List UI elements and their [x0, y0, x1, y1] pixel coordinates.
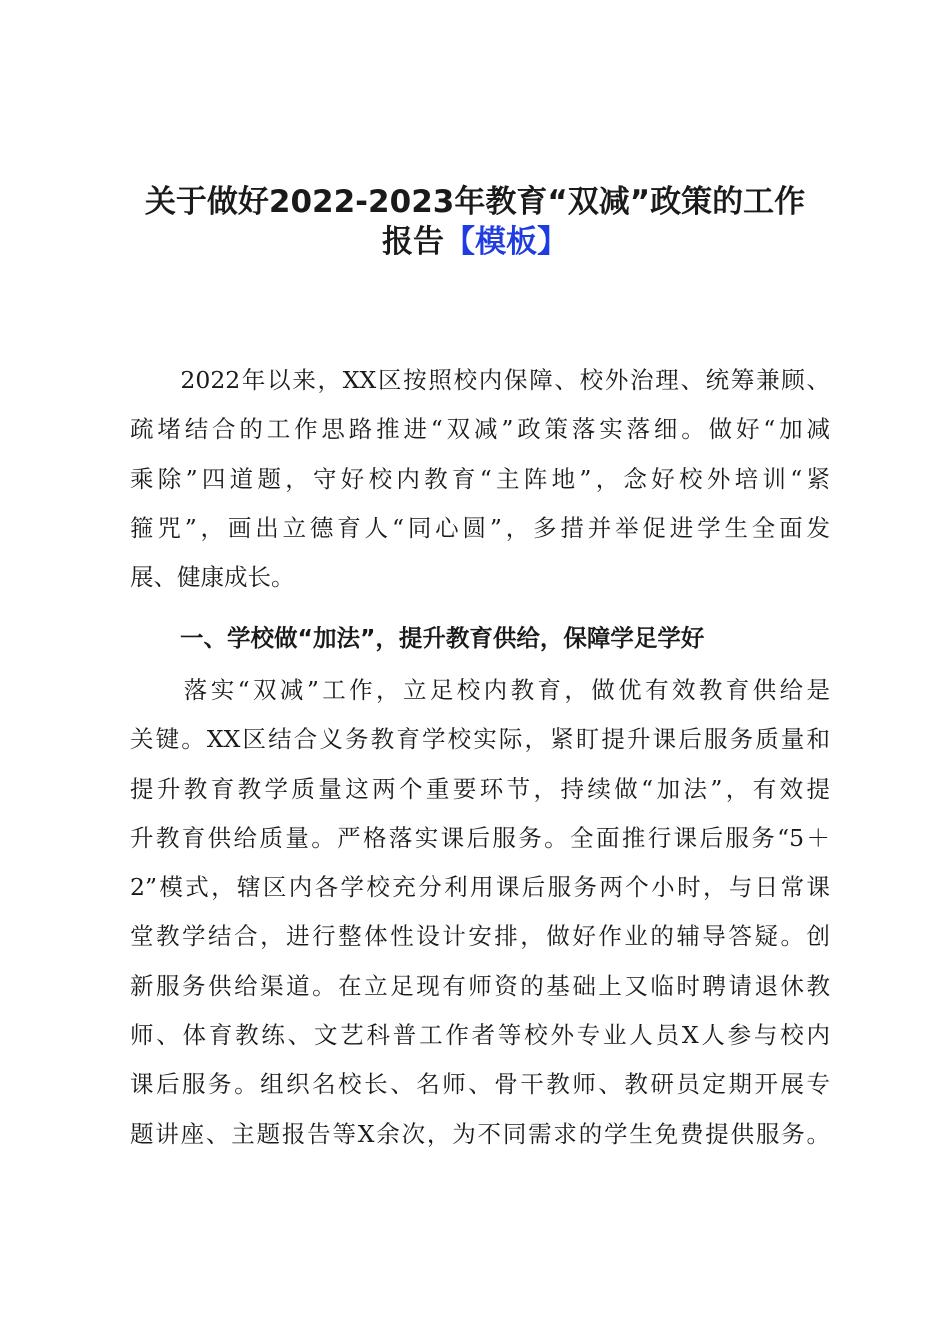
paragraph-line: 疏堵结合的工作思路推进“双减”政策落实落细。做好“加减 — [130, 415, 830, 444]
intro-paragraph — [130, 356, 830, 602]
paragraph-line: 乘除”四道题，守好校内教育“主阵地”，念好校外培训“紧 — [130, 464, 830, 493]
paragraph-line: 新服务供给渠道。在立足现有师资的基础上又临时聘请退休教 — [130, 971, 830, 1000]
paragraph-line: 堂教学结合，进行整体性设计安排，做好作业的辅导答疑。创 — [130, 922, 830, 951]
title-text-line2: 报告 — [382, 224, 444, 260]
paragraph-line: 2”模式，辖区内各学校充分利用课后服务两个小时，与日常课 — [130, 873, 830, 902]
paragraph-line: 升教育供给质量。严格落实课后服务。全面推行课后服务“5＋ — [130, 823, 830, 852]
paragraph-line: 关键。XX区结合义务教育学校实际，紧盯提升课后服务质量和 — [130, 725, 830, 754]
paragraph-line: 箍咒”，画出立德育人“同心圆”，多措并举促进学生全面发 — [130, 513, 830, 542]
title-template-tag: 【模板】 — [444, 224, 568, 260]
paragraph-line: 落实“双减”工作，立足校内教育，做优有效教育供给是 — [130, 676, 830, 704]
paragraph-line: 课后服务。组织名校长、名师、骨干教师、教研员定期开展专 — [130, 1070, 830, 1099]
title-text-line1: 关于做好2022-2023年教育“双减”政策的工作 — [144, 184, 806, 220]
section-heading-1: 一、学校做“加法”，提升教育供给，保障学足学好 — [180, 624, 705, 652]
section1-paragraph — [130, 666, 830, 1159]
paragraph-line: 题讲座、主题报告等X余次，为不同需求的学生免费提供服务。 — [130, 1119, 830, 1148]
paragraph-line: 师、体育教练、文艺科普工作者等校外专业人员X人参与校内 — [130, 1021, 830, 1050]
paragraph-line: 2022年以来，XX区按照校内保障、校外治理、统筹兼顾、 — [130, 366, 830, 394]
paragraph-line: 提升教育教学质量这两个重要环节，持续做“加法”，有效提 — [130, 774, 830, 803]
paragraph-line: 展、健康成长。 — [130, 563, 295, 592]
document-title-line2 — [130, 210, 820, 274]
